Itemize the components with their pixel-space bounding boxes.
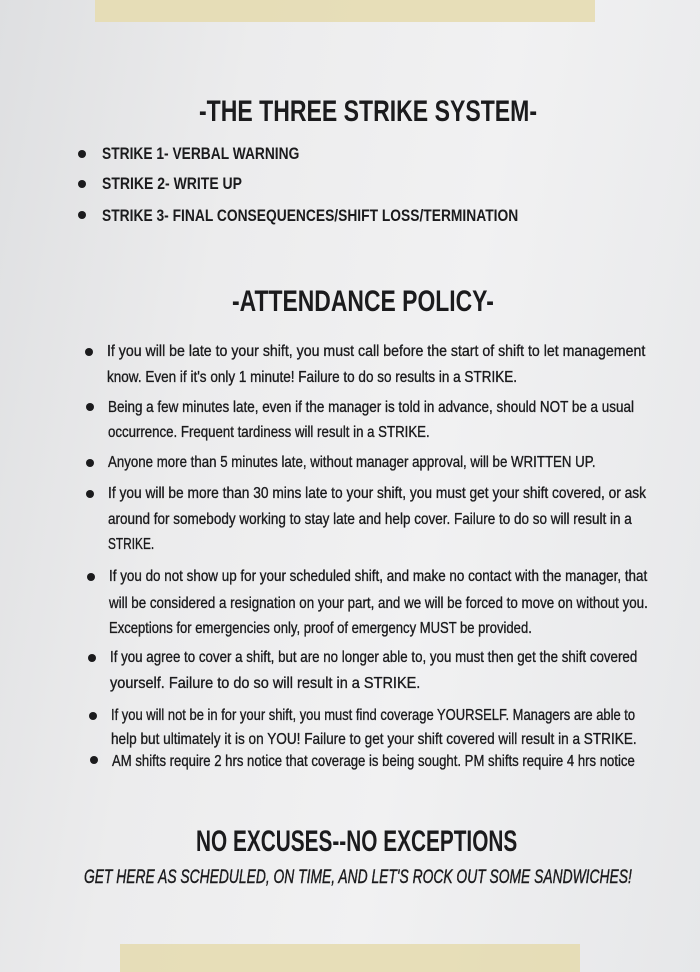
policy-line: If you agree to cover a shift, but are no longer able to, you must then get the shift covered	[110, 649, 638, 666]
policy-line: know. Even if it's only 1 minute! Failure to do so results in a STRIKE.	[107, 369, 518, 386]
bullet-icon	[78, 180, 86, 188]
policy-line: occurrence. Frequent tardiness will result in a STRIKE.	[108, 424, 430, 441]
policy-line: Anyone more than 5 minutes late, without manager approval, will be WRITTEN UP.	[108, 454, 596, 471]
bullet-icon	[86, 403, 94, 411]
strike-item: STRIKE 3- FINAL CONSEQUENCES/SHIFT LOSS/TERMINATION	[102, 205, 519, 225]
strike-item: STRIKE 1- VERBAL WARNING	[102, 143, 300, 163]
policy-line: If you do not show up for your scheduled shift, and make no contact with the manager, that	[109, 568, 648, 585]
policy-line: Being a few minutes late, even if the manager is told in advance, should NOT be a usual	[108, 399, 634, 416]
policy-line: help but ultimately it is on YOU! Failure to get your shift covered will result in a STRIKE.	[111, 731, 637, 748]
bullet-icon	[88, 654, 96, 662]
bullet-icon	[89, 712, 97, 720]
bullet-icon	[78, 211, 86, 219]
strike-system-title: -THE THREE STRIKE SYSTEM-	[199, 95, 538, 128]
bullet-icon	[78, 150, 86, 158]
policy-line: If you will not be in for your shift, you must find coverage YOURSELF. Managers are able to	[111, 707, 636, 724]
policy-line: around for somebody working to stay late and help cover. Failure to do so will result in a	[108, 511, 632, 528]
policy-line: AM shifts require 2 hrs notice that coverage is being sought. PM shifts require 4 hrs notice	[112, 753, 635, 770]
policy-line: will be considered a resignation on your part, and we will be forced to move on without you.	[109, 595, 648, 612]
bullet-icon	[86, 459, 94, 467]
attendance-policy-title: -ATTENDANCE POLICY-	[232, 285, 494, 318]
bullet-icon	[86, 490, 94, 498]
tape-bottom	[120, 944, 580, 972]
bullet-icon	[85, 348, 93, 356]
policy-line: If you will be late to your shift, you must call before the start of shift to let management	[107, 343, 646, 360]
bullet-icon	[90, 756, 98, 764]
footer-headline: NO EXCUSES--NO EXCEPTIONS	[196, 825, 518, 858]
strike-item: STRIKE 2- WRITE UP	[102, 173, 243, 193]
policy-line: STRIKE.	[108, 536, 155, 553]
bullet-icon	[87, 573, 95, 581]
tape-top	[95, 0, 595, 22]
policy-line: Exceptions for emergencies only, proof of emergency MUST be provided.	[109, 620, 532, 637]
policy-line: If you will be more than 30 mins late to your shift, you must get your shift covered, or ask	[108, 485, 647, 502]
policy-line: yourself. Failure to do so will result in a STRIKE.	[110, 675, 421, 692]
footer-tagline: GET HERE AS SCHEDULED, ON TIME, AND LET'S ROCK OUT SOME SANDWICHES!	[84, 866, 632, 888]
